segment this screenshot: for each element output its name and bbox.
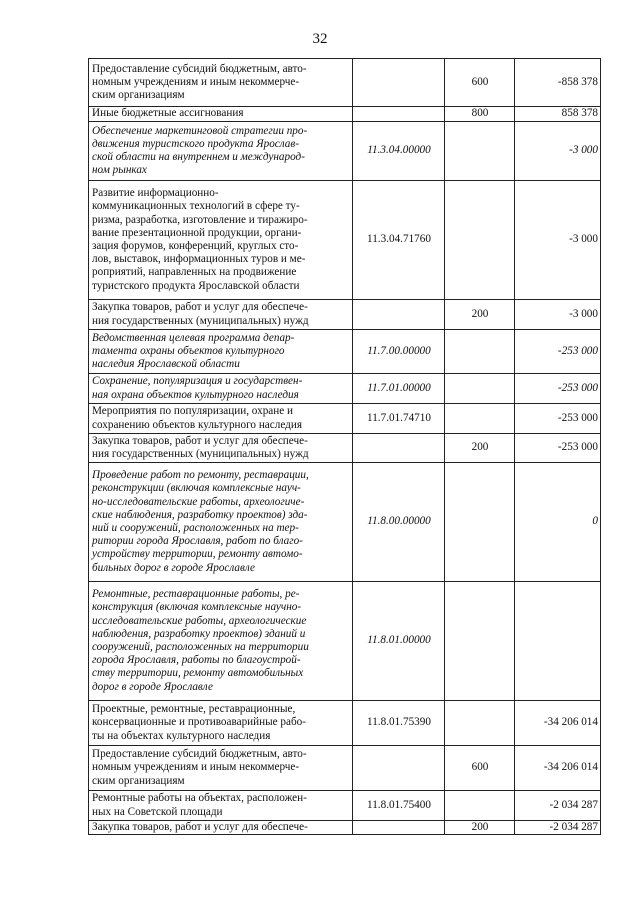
table-row	[89, 821, 601, 835]
row-amount: -2 034 287	[515, 791, 601, 821]
table-row	[89, 374, 601, 404]
row-code	[353, 821, 445, 835]
row-code: 11.8.01.75390	[353, 701, 445, 746]
row-type	[445, 463, 515, 582]
row-amount: -34 206 014	[515, 746, 601, 791]
row-name: Ремонтные, реставрационные работы, ре- конструкция (включая комплексные научно- исследовательские работы, археологические наблюдения, разработку проектов) зданий и сооружений, расположенных на территории города Ярославля, работы по благоустрой- ству территории, ремонту автомобильных дорог в городе Ярославле	[89, 582, 353, 701]
row-amount: -858 378	[515, 59, 601, 107]
row-code: 11.8.01.00000	[353, 582, 445, 701]
row-code: 11.3.04.71760	[353, 181, 445, 300]
row-name: Закупка товаров, работ и услуг для обеспече- ния государственных (муниципальных) нужд	[89, 434, 353, 463]
row-name: Проектные, ремонтные, реставрационные, консервационные и противоаварийные рабо- ты на объектах культурного наследия	[89, 701, 353, 746]
row-amount: -253 000	[515, 330, 601, 374]
row-type	[445, 404, 515, 434]
row-type: 200	[445, 434, 515, 463]
row-name: Иные бюджетные ассигнования	[89, 107, 353, 122]
budget-table-body	[89, 59, 601, 835]
row-code: 11.8.01.75400	[353, 791, 445, 821]
row-code	[353, 434, 445, 463]
row-amount: -253 000	[515, 434, 601, 463]
row-code	[353, 107, 445, 122]
row-type	[445, 582, 515, 701]
row-name: Предоставление субсидий бюджетным, авто- номным учреждениям и иным некоммерче- ским организациям	[89, 59, 353, 107]
row-name: Мероприятия по популяризации, охране и сохранению объектов культурного наследия	[89, 404, 353, 434]
row-code	[353, 300, 445, 330]
row-type: 800	[445, 107, 515, 122]
row-type	[445, 374, 515, 404]
row-amount: -3 000	[515, 181, 601, 300]
row-type	[445, 122, 515, 181]
row-type	[445, 791, 515, 821]
row-amount: -2 034 287	[515, 821, 601, 835]
row-name: Ремонтные работы на объектах, расположен- ных на Советской площади	[89, 791, 353, 821]
page-number: 32	[312, 31, 328, 47]
row-code: 11.3.04.00000	[353, 122, 445, 181]
row-code: 11.7.01.00000	[353, 374, 445, 404]
row-amount: -3 000	[515, 300, 601, 330]
table-row	[89, 701, 601, 746]
row-type: 600	[445, 746, 515, 791]
row-code: 11.8.00.00000	[353, 463, 445, 582]
row-type	[445, 330, 515, 374]
row-type: 200	[445, 300, 515, 330]
row-type	[445, 181, 515, 300]
row-name: Сохранение, популяризация и государствен- ная охрана объектов культурного наследия	[89, 374, 353, 404]
row-amount: 858 378	[515, 107, 601, 122]
table-row	[89, 122, 601, 181]
row-type	[445, 701, 515, 746]
row-amount: -253 000	[515, 374, 601, 404]
row-code	[353, 59, 445, 107]
row-code	[353, 746, 445, 791]
table-row	[89, 181, 601, 300]
row-name: Предоставление субсидий бюджетным, авто- номным учреждениям и иным некоммерче- ским организациям	[89, 746, 353, 791]
row-name: Проведение работ по ремонту, реставрации, реконструкции (включая комплексные науч- но-исследовательские работы, археологиче- ские наблюдения, разработку проектов) зда- ний и сооружений, расположенных на тер- ритории города Ярославля, работ по благо- устройству территории, ремонту автомо- бильных дорог в городе Ярославле	[89, 463, 353, 582]
table-row	[89, 404, 601, 434]
table-row	[89, 434, 601, 463]
row-type: 600	[445, 59, 515, 107]
row-name: Обеспечение маркетинговой стратегии про- движения туристского продукта Ярослав- ской области на внутреннем и международ- ном рынках	[89, 122, 353, 181]
row-amount: 0	[515, 463, 601, 582]
row-name: Закупка товаров, работ и услуг для обеспече-	[89, 821, 353, 835]
row-name: Ведомственная целевая программа депар- тамента охраны объектов культурного наследия Ярославской области	[89, 330, 353, 374]
row-amount	[515, 582, 601, 701]
table-row	[89, 582, 601, 701]
row-amount: -34 206 014	[515, 701, 601, 746]
row-name: Закупка товаров, работ и услуг для обеспече- ния государственных (муниципальных) нужд	[89, 300, 353, 330]
row-amount: -3 000	[515, 122, 601, 181]
table-row	[89, 330, 601, 374]
row-code: 11.7.01.74710	[353, 404, 445, 434]
row-amount: -253 000	[515, 404, 601, 434]
table-row	[89, 107, 601, 122]
row-code: 11.7.00.00000	[353, 330, 445, 374]
table-row	[89, 791, 601, 821]
table-row	[89, 463, 601, 582]
table-row	[89, 300, 601, 330]
table-row	[89, 59, 601, 107]
table-row	[89, 746, 601, 791]
budget-table	[88, 58, 601, 835]
row-type: 200	[445, 821, 515, 835]
row-name: Развитие информационно- коммуникационных технологий в сфере ту- ризма, разработка, изготовление и тиражиро- вание презентационной продукции, органи- зация форумов, конференций, круглых сто- лов, выставок, информационных туров и ме- роприятий, направленных на продвижение туристского продукта Ярославской области	[89, 181, 353, 300]
